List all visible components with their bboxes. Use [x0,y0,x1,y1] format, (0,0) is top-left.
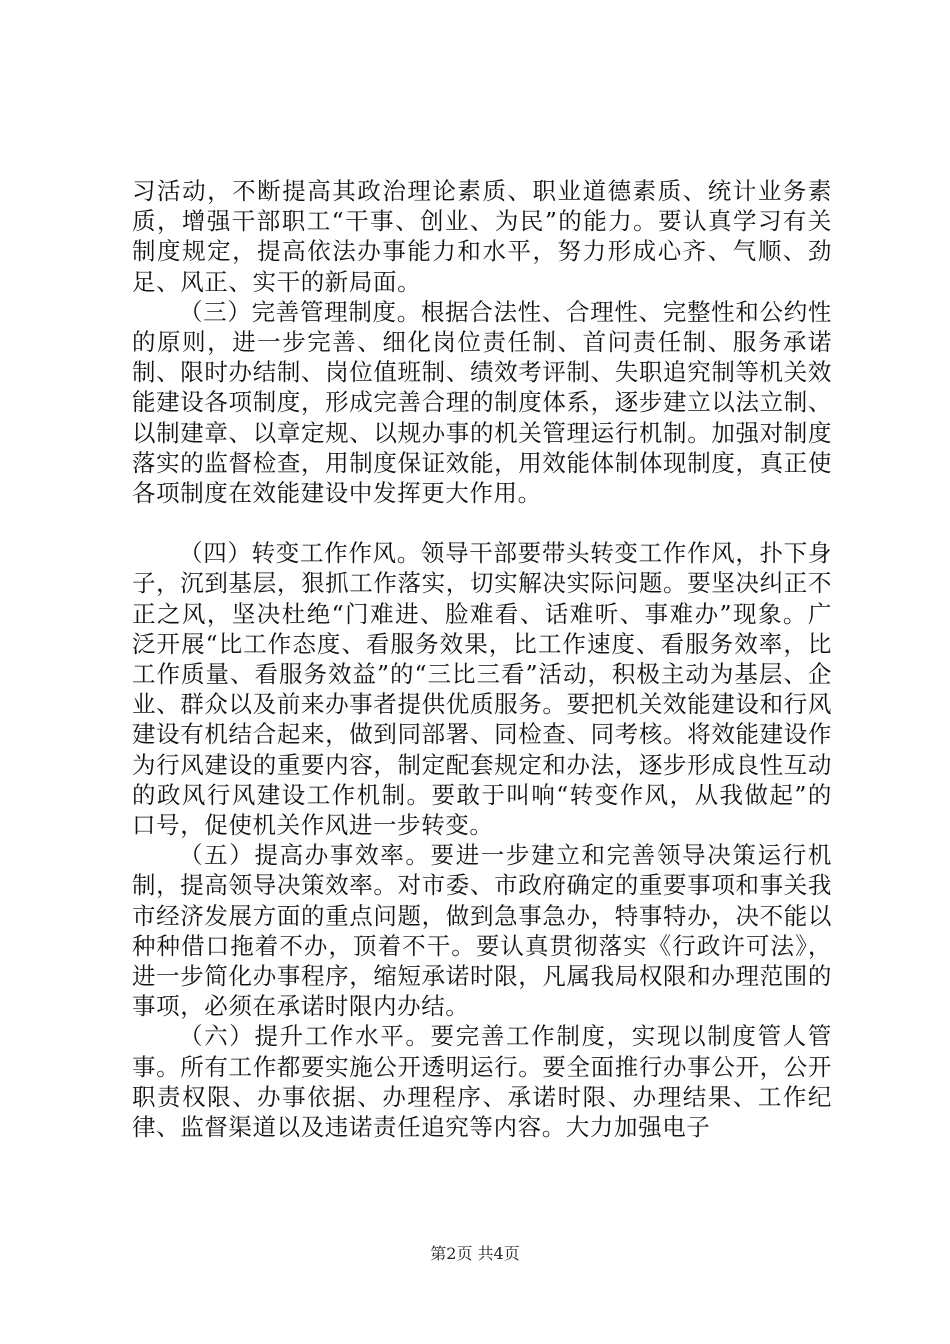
paragraph-change-work-style: （四）转变工作作风。领导干部要带头转变工作作风，扑下身子，沉到基层，狠抓工作落实，切实解决实际问题。要坚决纠正不正之风，坚决杜绝“门难进、脸难看、话难听、事难办”现象。广泛开展“比工作态度、看服务效果，比工作速度、看服务效率，比工作质量、看服务效益”的“三比三看”活动，积极主动为基层、企业、群众以及前来办事者提供优质服务。要把机关效能建设和行风建设有机结合起来，做到同部署、同检查、同考核。将效能建设作为行风建设的重要内容，制定配套规定和办法，逐步形成良性互动的政风行风建设工作机制。要敢于叫响“转变作风，从我做起”的口号，促使机关作风进一步转变。 [132,539,832,840]
paragraph-raise-efficiency: （五）提高办事效率。要进一步建立和完善领导决策运行机制，提高领导决策效率。对市委、市政府确定的重要事项和事关我市经济发展方面的重点问题，做到急事急办，特事特办，决不能以种种借口拖着不办，顶着不干。要认真贯彻落实《行政许可法》，进一步简化办事程序，缩短承诺时限，凡属我局权限和办理范围的事项，必须在承诺时限内办结。 [132,841,832,1021]
paragraph-improve-work-level: （六）提升工作水平。要完善工作制度，实现以制度管人管事。所有工作都要实施公开透明运行。要全面推行办事公开，公开职责权限、办事依据、办理程序、承诺时限、办理结果、工作纪律、监督渠道以及违诺责任追究等内容。大力加强电子 [132,1022,832,1142]
page-number: 第2页 共4页 [430,1244,520,1263]
paragraph-improve-management-system: （三）完善管理制度。根据合法性、合理性、完整性和公约性的原则，进一步完善、细化岗位责任制、首问责任制、服务承诺制、限时办结制、岗位值班制、绩效考评制、失职追究制等机关效能建设各项制度，形成完善合理的制度体系，逐步建立以法立制、以制建章、以章定规、以规办事的机关管理运行机制。加强对制度落实的监督检查，用制度保证效能，用效能体制体现制度，真正使各项制度在效能建设中发挥更大作用。 [132,297,832,508]
document-body [132,176,832,1142]
page-footer [0,1244,950,1264]
paragraph-continued: 习活动，不断提高其政治理论素质、职业道德素质、统计业务素质，增强干部职工“干事、创业、为民”的能力。要认真学习有关制度规定，提高依法办事能力和水平，努力形成心齐、气顺、劲足、风正、实干的新局面。 [132,177,832,296]
